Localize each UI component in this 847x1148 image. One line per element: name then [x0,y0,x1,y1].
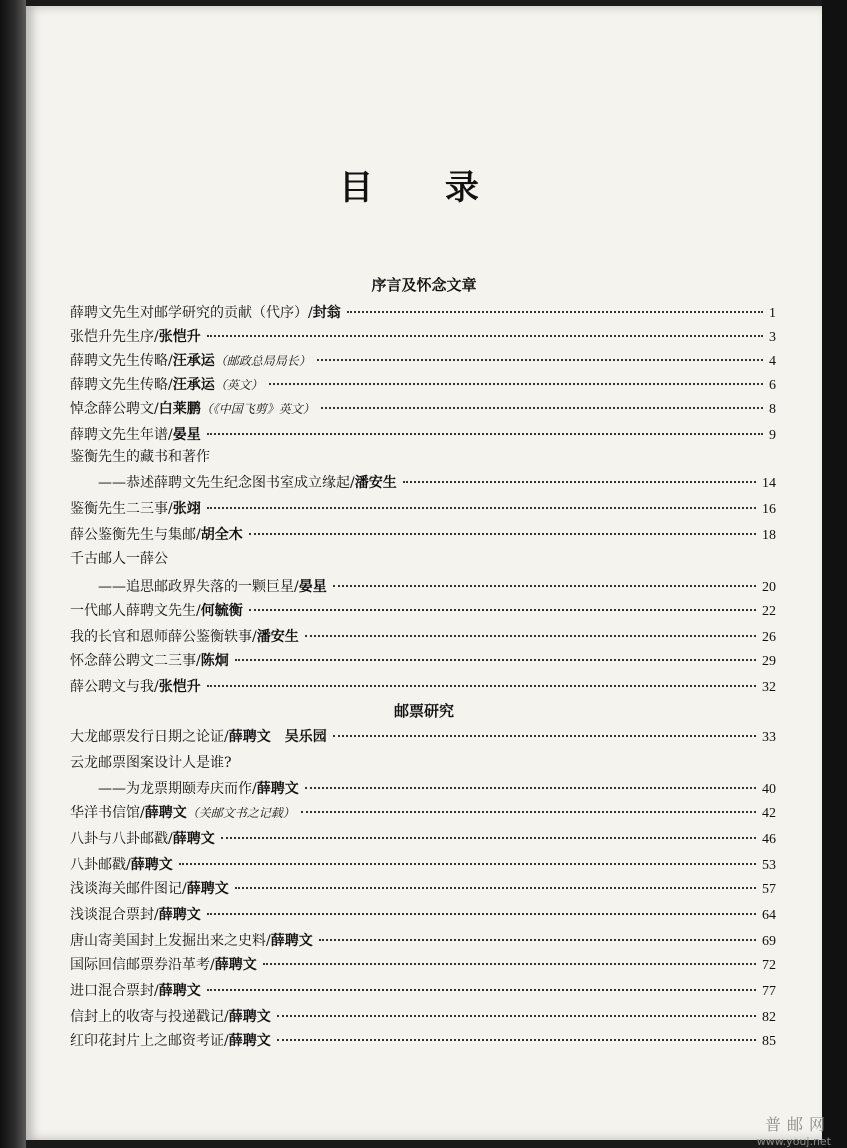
toc-entry[interactable] [70,802,776,824]
entry-separator: / [154,983,159,999]
toc-entry[interactable] [70,878,776,900]
dot-leader [269,383,763,385]
entry-title: 张恺升先生序 [70,329,154,345]
dot-leader [333,585,756,587]
dot-leader [333,735,756,737]
toc-entry[interactable] [70,600,776,622]
toc-entry[interactable] [70,1006,776,1028]
toc-entry[interactable] [70,854,776,876]
entry-title: 薛聘文先生对邮学研究的贡献（代序） [70,305,308,321]
entry-author: 张翊 [172,501,201,517]
toc-entry[interactable] [70,828,776,850]
dot-leader [301,811,756,813]
entry-title: 鉴衡先生二三事 [70,501,168,517]
dot-leader [207,507,756,509]
entry-author: 潘安生 [256,629,299,645]
entry-author: 汪承运 [172,353,215,369]
toc-entry[interactable] [70,954,776,976]
entry-title: 千古邮人一薛公 [70,551,168,567]
entry-separator: / [154,401,159,417]
entry-separator: / [196,527,201,543]
toc-entry[interactable] [70,424,776,446]
page-number: 46 [762,832,776,847]
entry-separator: / [140,805,145,821]
entry-author: 薛聘文 [270,933,313,949]
toc-entry[interactable] [70,398,776,420]
dot-leader [207,335,763,337]
entry-author: 晏星 [298,579,327,595]
entry-author: 薛聘文 [144,805,187,821]
entry-author: 张恺升 [158,329,201,345]
entry-separator: / [168,427,173,443]
entry-author: 薛聘文 [186,881,229,897]
entry-note: （关邮文书之记载） [186,806,295,820]
entry-title: 我的长官和恩师薛公鉴衡轶事 [70,629,252,645]
entry-title: ——恭述薛聘文先生纪念图书室成立缘起 [98,475,350,491]
entry-note: （英文） [214,378,263,392]
dot-leader [347,311,763,313]
page-number: 69 [762,934,776,949]
entry-separator: / [294,579,299,595]
dot-leader [207,989,756,991]
toc-entry[interactable] [70,930,776,952]
entry-separator: / [154,329,159,345]
entry-author: 薛聘文 [214,957,257,973]
toc-entry[interactable] [70,524,776,546]
entry-author: 白莱鹏 [158,401,201,417]
entry-author: 封翁 [312,305,341,321]
toc-entry[interactable] [70,626,776,648]
page-number: 77 [762,984,776,999]
entry-author: 薛聘文 吴乐园 [228,729,327,745]
dot-leader [321,407,763,409]
toc-entry[interactable] [70,548,776,570]
page-number: 20 [762,580,776,595]
entry-author: 薛聘文 [228,1009,271,1025]
page-number: 64 [762,908,776,923]
toc-entry[interactable] [70,498,776,520]
entry-separator: / [350,475,355,491]
book-spine [0,0,26,1148]
toc-entry[interactable] [70,446,776,468]
entry-author: 薛聘文 [158,983,201,999]
toc-entry[interactable] [70,1030,776,1052]
entry-title: 悼念薛公聘文 [70,401,154,417]
entry-separator: / [126,857,131,873]
entry-title: 大龙邮票发行日期之论证 [70,729,224,745]
page-number: 8 [769,402,776,417]
toc-entry[interactable] [70,726,776,748]
entry-author: 薛聘文 [256,781,299,797]
entry-author: 汪承运 [172,377,215,393]
entry-separator: / [196,653,201,669]
toc-entry[interactable] [70,752,776,774]
page-edge [822,0,847,1148]
toc-entry[interactable] [70,676,776,698]
entry-title: 信封上的收寄与投递戳记 [70,1009,224,1025]
entry-separator: / [182,881,187,897]
entry-separator: / [154,907,159,923]
entry-author: 薛聘文 [158,907,201,923]
entry-separator: / [196,603,201,619]
entry-author: 晏星 [172,427,201,443]
toc-page [26,6,822,1140]
entry-author: 薛聘文 [228,1033,271,1049]
entry-title: 浅谈混合票封 [70,907,154,923]
entry-title: 八卦与八卦邮戳 [70,831,168,847]
toc-entry[interactable] [70,302,776,324]
toc-entry[interactable] [98,576,776,598]
page-number: 16 [762,502,776,517]
entry-separator: / [224,1009,229,1025]
dot-leader [207,685,756,687]
entry-separator: / [252,781,257,797]
entry-title: 国际回信邮票券沿革考 [70,957,210,973]
page-number: 3 [769,330,776,345]
entry-author: 胡全木 [200,527,243,543]
entry-title: 唐山寄美国封上发掘出来之史料 [70,933,266,949]
entry-title: 薛聘文先生传略 [70,353,168,369]
dot-leader [207,913,756,915]
entry-author: 潘安生 [354,475,397,491]
page-number: 26 [762,630,776,645]
entry-separator: / [154,679,159,695]
watermark [757,1112,831,1148]
page-number: 53 [762,858,776,873]
entry-title: ——为龙票期颐寿庆而作 [98,781,252,797]
entry-title: 薛公鉴衡先生与集邮 [70,527,196,543]
entry-note: （邮政总局局长） [214,354,311,368]
entry-title: ——追思邮政界失落的一颗巨星 [98,579,294,595]
entry-separator: / [168,831,173,847]
entry-separator: / [224,729,229,745]
entry-title: 怀念薛公聘文二三事 [70,653,196,669]
entry-title: 进口混合票封 [70,983,154,999]
toc-entry[interactable] [70,904,776,926]
page-number: 1 [769,306,776,321]
toc-entry[interactable] [70,350,776,372]
page-number: 82 [762,1010,776,1025]
page-number: 33 [762,730,776,745]
dot-leader [317,359,763,361]
entry-title: 一代邮人薛聘文先生 [70,603,196,619]
page-number: 22 [762,604,776,619]
page-number: 4 [769,354,776,369]
entry-title: 八卦邮戳 [70,857,126,873]
entry-author: 张恺升 [158,679,201,695]
dot-leader [305,787,756,789]
entry-title: 云龙邮票图案设计人是谁? [70,755,232,771]
dot-leader [305,635,756,637]
dot-leader [319,939,756,941]
dot-leader [403,481,756,483]
entry-note: （《中国飞剪》英文） [200,402,315,416]
dot-leader [249,533,756,535]
entry-separator: / [168,501,173,517]
watermark-name: 普邮网 [764,1115,831,1134]
dot-leader [207,433,763,435]
page-number: 32 [762,680,776,695]
dot-leader [235,887,756,889]
dot-leader [179,863,756,865]
dot-leader [263,963,756,965]
entry-author: 薛聘文 [172,831,215,847]
section-heading: 序言及怀念文章 [371,276,477,294]
entry-separator: / [252,629,257,645]
entry-title: 浅谈海关邮件图记 [70,881,182,897]
page-number: 72 [762,958,776,973]
page-number: 40 [762,782,776,797]
entry-title: 红印花封片上之邮资考证 [70,1033,224,1049]
entry-separator: / [224,1033,229,1049]
dot-leader [277,1039,756,1041]
page-number: 14 [762,476,776,491]
page-number: 85 [762,1034,776,1049]
section-heading: 邮票研究 [393,702,454,720]
entry-author: 何毓衡 [200,603,243,619]
entry-separator: / [266,933,271,949]
page-number: 6 [769,378,776,393]
entry-title: 薛公聘文与我 [70,679,154,695]
dot-leader [277,1015,756,1017]
toc-entry[interactable] [70,374,776,396]
toc-entry[interactable] [98,472,776,494]
page-number: 42 [762,806,776,821]
entry-separator: / [168,353,173,369]
entry-title: 薛聘文先生年谱 [70,427,168,443]
entry-separator: / [168,377,173,393]
entry-separator: / [210,957,215,973]
entry-author: 陈炯 [200,653,229,669]
dot-leader [221,837,756,839]
entry-author: 薛聘文 [130,857,173,873]
toc-entry[interactable] [70,650,776,672]
entry-title: 鉴衡先生的藏书和著作 [70,449,210,465]
entry-title: 薛聘文先生传略 [70,377,168,393]
toc-entry[interactable] [98,778,776,800]
entry-title: 华洋书信馆 [70,805,140,821]
entry-separator: / [308,305,313,321]
toc-entry[interactable] [70,980,776,1002]
dot-leader [235,659,756,661]
page-number: 29 [762,654,776,669]
toc-entry[interactable] [70,326,776,348]
page-number: 18 [762,528,776,543]
page-number: 57 [762,882,776,897]
dot-leader [249,609,756,611]
watermark-url: www.youj.net [756,1135,831,1148]
page-title: 目 录 [339,168,509,208]
page-number: 9 [769,428,776,443]
